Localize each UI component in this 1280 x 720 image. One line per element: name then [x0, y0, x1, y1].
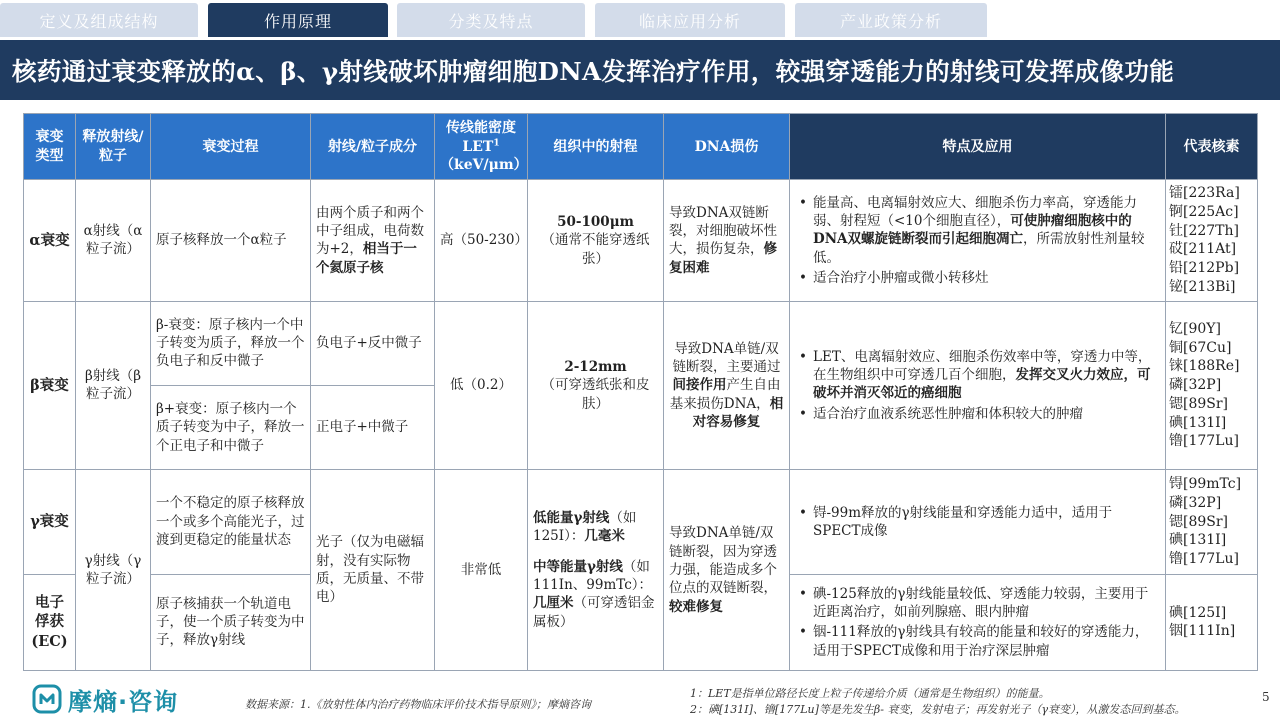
gamma-nuclides: [1166, 470, 1258, 574]
alpha-radiation: α射线（α粒子流）: [76, 180, 151, 301]
tab-mechanism[interactable]: 作用原理: [208, 3, 388, 37]
nuclide-item: 铜[67Cu]: [1169, 339, 1232, 356]
tab-classification[interactable]: 分类及特点: [397, 3, 585, 37]
header-component: 射线/粒子成分: [311, 114, 435, 180]
alpha-nuclides: [1166, 180, 1258, 301]
company-logo: [32, 684, 178, 714]
alpha-type: α衰变: [24, 180, 76, 301]
header-let-sup: 1: [493, 137, 500, 148]
gamma-feature-item: • 锝-99m释放的γ射线能量和穿透能力适中，适用于SPECT成像: [796, 504, 1159, 541]
header-let: [435, 114, 528, 180]
beta-features: [790, 301, 1166, 470]
footnote-1: 1：LET是指单位路径长度上粒子传递给介质（通常是生物组织）的能量。: [690, 687, 1050, 700]
gamma-radiation: γ射线（γ粒子流）: [76, 470, 151, 671]
nuclide-item: 磷[32P]: [1169, 377, 1222, 394]
footnotes: [690, 686, 1186, 718]
tab-policy[interactable]: 产业政策分析: [795, 3, 987, 37]
gamma-process: 一个不稳定的原子核释放一个或多个高能光子，过渡到更稳定的能量状态: [151, 470, 311, 574]
nuclide-item: 锕[225Ac]: [1169, 203, 1239, 220]
header-range: 组织中的射程: [528, 114, 664, 180]
nuclide-item: 锝[99mTc]: [1169, 476, 1242, 493]
header-let-line2: LET: [462, 138, 494, 155]
nuclide-item: 镭[223Ra]: [1169, 185, 1240, 202]
logo-text: 摩熵·咨询: [68, 687, 179, 716]
header-dna: DNA损伤: [664, 114, 790, 180]
nuclide-item: 碘[131I]: [1169, 414, 1227, 431]
gamma-type: γ衰变: [24, 470, 76, 574]
nuclide-item: 钍[227Th]: [1169, 222, 1239, 239]
nuclide-item: 铅[212Pb]: [1169, 260, 1240, 277]
header-let-line1: 传线能密度: [446, 120, 516, 137]
beta-radiation: β射线（β粒子流）: [76, 301, 151, 470]
nuclide-item: 铼[188Re]: [1169, 358, 1240, 375]
beta-feature-item: • LET、电离辐射效应、细胞杀伤效率中等，穿透力中等，在生物组织中可穿透几百个细胞，发挥交叉火力效应，可破坏并消灭邻近的癌细胞: [796, 348, 1159, 403]
header-radiation: 释放射线/粒子: [76, 114, 151, 180]
ec-type: 电子俘获(EC): [24, 574, 76, 670]
page-title: 核药通过衰变释放的α、β、γ射线破坏肿瘤细胞DNA发挥治疗作用，较强穿透能力的射线可发挥成像功能: [12, 56, 1175, 86]
header-process: 衰变过程: [151, 114, 311, 180]
beta-minus-process: β-衰变：原子核内一个中子转变为质子，释放一个负电子和反中微子: [151, 301, 311, 385]
page-number: 5: [1262, 690, 1270, 704]
decay-table: [23, 113, 1257, 671]
nuclide-item: 锶[89Sr]: [1169, 513, 1229, 530]
ec-features: [790, 574, 1166, 670]
gamma-features: [790, 470, 1166, 574]
beta-nuclides: [1166, 301, 1258, 470]
section-tabs: [0, 0, 1280, 36]
header-features: 特点及应用: [790, 114, 1166, 180]
nuclide-item: 碘[125I]: [1169, 604, 1227, 621]
alpha-feature-item: • 能量高、电离辐射效应大、细胞杀伤力率高，穿透能力弱、射程短（<10个细胞直径），可使肿瘤细胞核中的DNA双螺旋链断裂而引起细胞凋亡，所需放射性剂量较低。: [796, 194, 1159, 267]
beta-dna: 导致DNA单链/双链断裂，主要通过间接作用产生自由基来损伤DNA，相对容易修复: [664, 301, 790, 470]
nuclide-item: 铟[111In]: [1169, 623, 1236, 640]
ec-nuclides: [1166, 574, 1258, 670]
header-let-line3: （keV/μm）: [440, 156, 528, 173]
gamma-dna: 导致DNA单链/双链断裂，因为穿透力强，能造成多个位点的双链断裂，较难修复: [664, 470, 790, 671]
beta-plus-process: β+衰变：原子核内一个质子转变为中子，释放一个正电子和中微子: [151, 385, 311, 469]
alpha-feature-item: • 适合治疗小肿瘤或微小转移灶: [796, 269, 1159, 287]
ec-feature-item: • 铟-111释放的γ射线具有较高的能量和较好的穿透能力，适用于SPECT成像和用于治疗深层肿瘤: [796, 623, 1159, 660]
nuclide-item: 碘[131I]: [1169, 532, 1227, 549]
beta-feature-item: • 适合治疗血液系统恶性肿瘤和体积较大的肿瘤: [796, 405, 1159, 423]
nuclide-item: 镥[177Lu]: [1169, 433, 1239, 450]
nuclide-item: 砹[211At]: [1169, 241, 1237, 258]
title-band: [0, 40, 1280, 100]
alpha-let: 高（50-230）: [435, 180, 528, 301]
header-nuclides: 代表核素: [1166, 114, 1258, 180]
beta-range: 2-12mm （可穿透纸张和皮肤）: [528, 301, 664, 470]
beta-minus-component: 负电子+反中微子: [311, 301, 435, 385]
beta-plus-component: 正电子+中微子: [311, 385, 435, 469]
nuclide-item: 锶[89Sr]: [1169, 395, 1229, 412]
ec-process: 原子核捕获一个轨道电子，使一个质子转变为中子，释放γ射线: [151, 574, 311, 670]
alpha-range: 50-100μm （通常不能穿透纸张）: [528, 180, 664, 301]
nuclide-item: 铋[213Bi]: [1169, 278, 1236, 295]
gamma-component: 光子（仅为电磁辐射，没有实际物质，无质量、不带电）: [311, 470, 435, 671]
ec-feature-item: • 碘-125释放的γ射线能量较低、穿透能力较弱，主要用于近距离治疗，如前列腺癌、眼内肿瘤: [796, 585, 1159, 622]
logo-mark-icon: [32, 684, 62, 714]
gamma-range: 低能量γ射线（如125I）：几毫米 中等能量γ射线（如111In、99mTc）：几厘米（可穿透铝金属板）: [528, 470, 664, 671]
data-source: 数据来源：1.《放射性体内治疗药物临床评价技术指导原则》；摩熵咨询: [245, 698, 591, 711]
header-type: 衰变类型: [24, 114, 76, 180]
gamma-let: 非常低: [435, 470, 528, 671]
nuclide-item: 钇[90Y]: [1169, 320, 1221, 337]
alpha-process: 原子核释放一个α粒子: [151, 180, 311, 301]
nuclide-item: 磷[32P]: [1169, 494, 1222, 511]
tab-clinical[interactable]: 临床应用分析: [595, 3, 785, 37]
footnote-2: 2：碘[131I]、镥[177Lu]等是先发生β- 衰变，发射电子；再发射光子（γ衰变），从激发态回到基态。: [690, 702, 1186, 716]
beta-let: 低（0.2）: [435, 301, 528, 470]
alpha-features: [790, 180, 1166, 301]
beta-type: β衰变: [24, 301, 76, 470]
tab-definition[interactable]: 定义及组成结构: [0, 3, 198, 37]
nuclide-item: 镥[177Lu]: [1169, 551, 1239, 568]
alpha-dna: 导致DNA双链断裂，对细胞破坏性大，损伤复杂，修复困难: [664, 180, 790, 301]
alpha-component: 由两个质子和两个中子组成，电荷数为+2，相当于一个氦原子核: [311, 180, 435, 301]
